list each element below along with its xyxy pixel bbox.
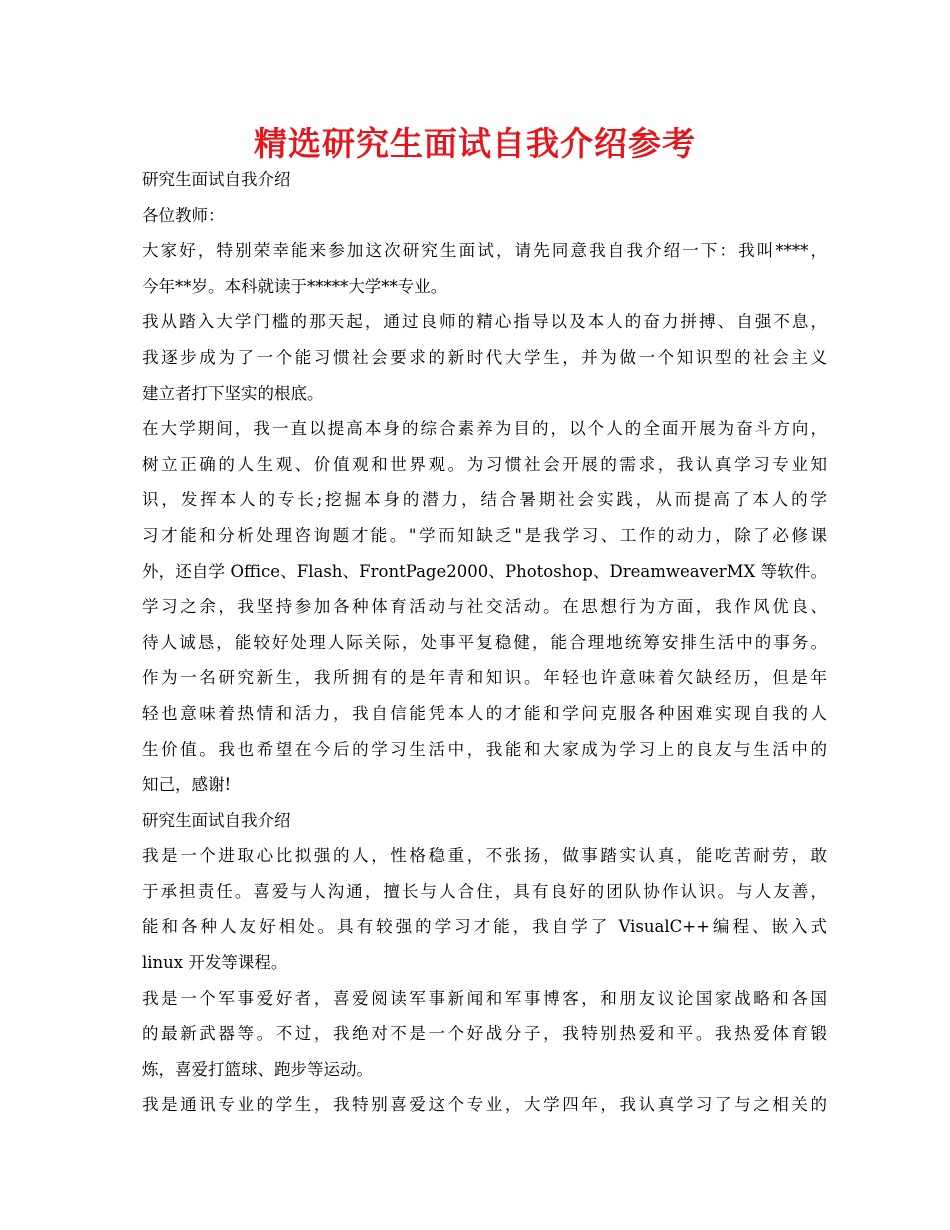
paragraph-line: linux 开发等课程。: [142, 953, 288, 973]
paragraph-line: 我是一个军事爱好者，喜爱阅读军事新闻和军事博客，和朋友议论国家战略和各国: [142, 988, 827, 1008]
document-body: [142, 162, 827, 1123]
paragraph-line: 知己，感谢!: [142, 775, 232, 795]
paragraph-line: 我逐步成为了一个能习惯社会要求的新时代大学生，并为做一个知识型的社会主义: [142, 347, 827, 367]
section-heading: 研究生面试自我介绍: [142, 810, 291, 830]
paragraph-line: 建立者打下坚实的根底。: [142, 383, 324, 403]
paragraph-line: 识，发挥本人的专长;挖掘本身的潜力，结合暑期社会实践，从而提高了本人的学: [142, 490, 827, 510]
paragraph-line: 轻也意味着热情和活力，我自信能凭本人的才能和学问克服各种困难实现自我的人: [142, 703, 827, 723]
document-title: 精选研究生面试自我介绍参考: [254, 124, 696, 163]
paragraph-line: 我是一个进取心比拟强的人，性格稳重，不张扬，做事踏实认真，能吃苦耐劳，敢: [142, 846, 827, 866]
paragraph-line: 我从踏入大学门槛的那天起，通过良师的精心指导以及本人的奋力拼搏、自强不息，: [142, 312, 827, 332]
paragraph-line: 在大学期间，我一直以提高本身的综合素养为目的，以个人的全面开展为奋斗方向，: [142, 419, 827, 439]
salutation: 各位教师：: [142, 205, 225, 225]
paragraph-line: 作为一名研究新生，我所拥有的是年青和知识。年轻也许意味着欠缺经历，但是年: [142, 668, 827, 688]
paragraph-line: 能和各种人友好相处。具有较强的学习才能，我自学了 VisualC++编程、嵌入式: [142, 917, 827, 937]
paragraph-line: 待人诚恳，能较好处理人际关际，处事平复稳健，能合理地统筹安排生活中的事务。: [142, 632, 827, 652]
paragraph-line: 的最新武器等。不过，我绝对不是一个好战分子，我特别热爱和平。我热爱体育锻: [142, 1024, 827, 1044]
paragraph-line: 生价值。我也希望在今后的学习生活中，我能和大家成为学习上的良友与生活中的: [142, 739, 827, 759]
section-heading: 研究生面试自我介绍: [142, 170, 291, 189]
paragraph-line: 炼，喜爱打篮球、跑步等运动。: [142, 1059, 373, 1079]
paragraph-line: 学习之余，我坚持参加各种体育活动与社交活动。在思想行为方面，我作风优良、: [142, 597, 827, 617]
paragraph-line: 外，还自学 Office、Flash、FrontPage2000、Photoshop、DreamweaverMX 等软件。: [142, 561, 827, 581]
paragraph-line: 树立正确的人生观、价值观和世界观。为习惯社会开展的需求，我认真学习专业知: [142, 454, 827, 474]
paragraph-line: 我是通讯专业的学生，我特别喜爱这个专业，大学四年，我认真学习了与之相关的: [142, 1095, 827, 1115]
paragraph-line: 习才能和分析处理咨询题才能。"学而知缺乏"是我学习、工作的动力，除了必修课: [142, 525, 827, 545]
paragraph-line: 大家好，特别荣幸能来参加这次研究生面试，请先同意我自我介绍一下：我叫****，: [142, 241, 827, 261]
paragraph-line: 今年**岁。本科就读于*****大学**专业。: [142, 276, 448, 296]
paragraph-line: 于承担责任。喜爱与人沟通，擅长与人合住，具有良好的团队协作认识。与人友善，: [142, 881, 827, 901]
